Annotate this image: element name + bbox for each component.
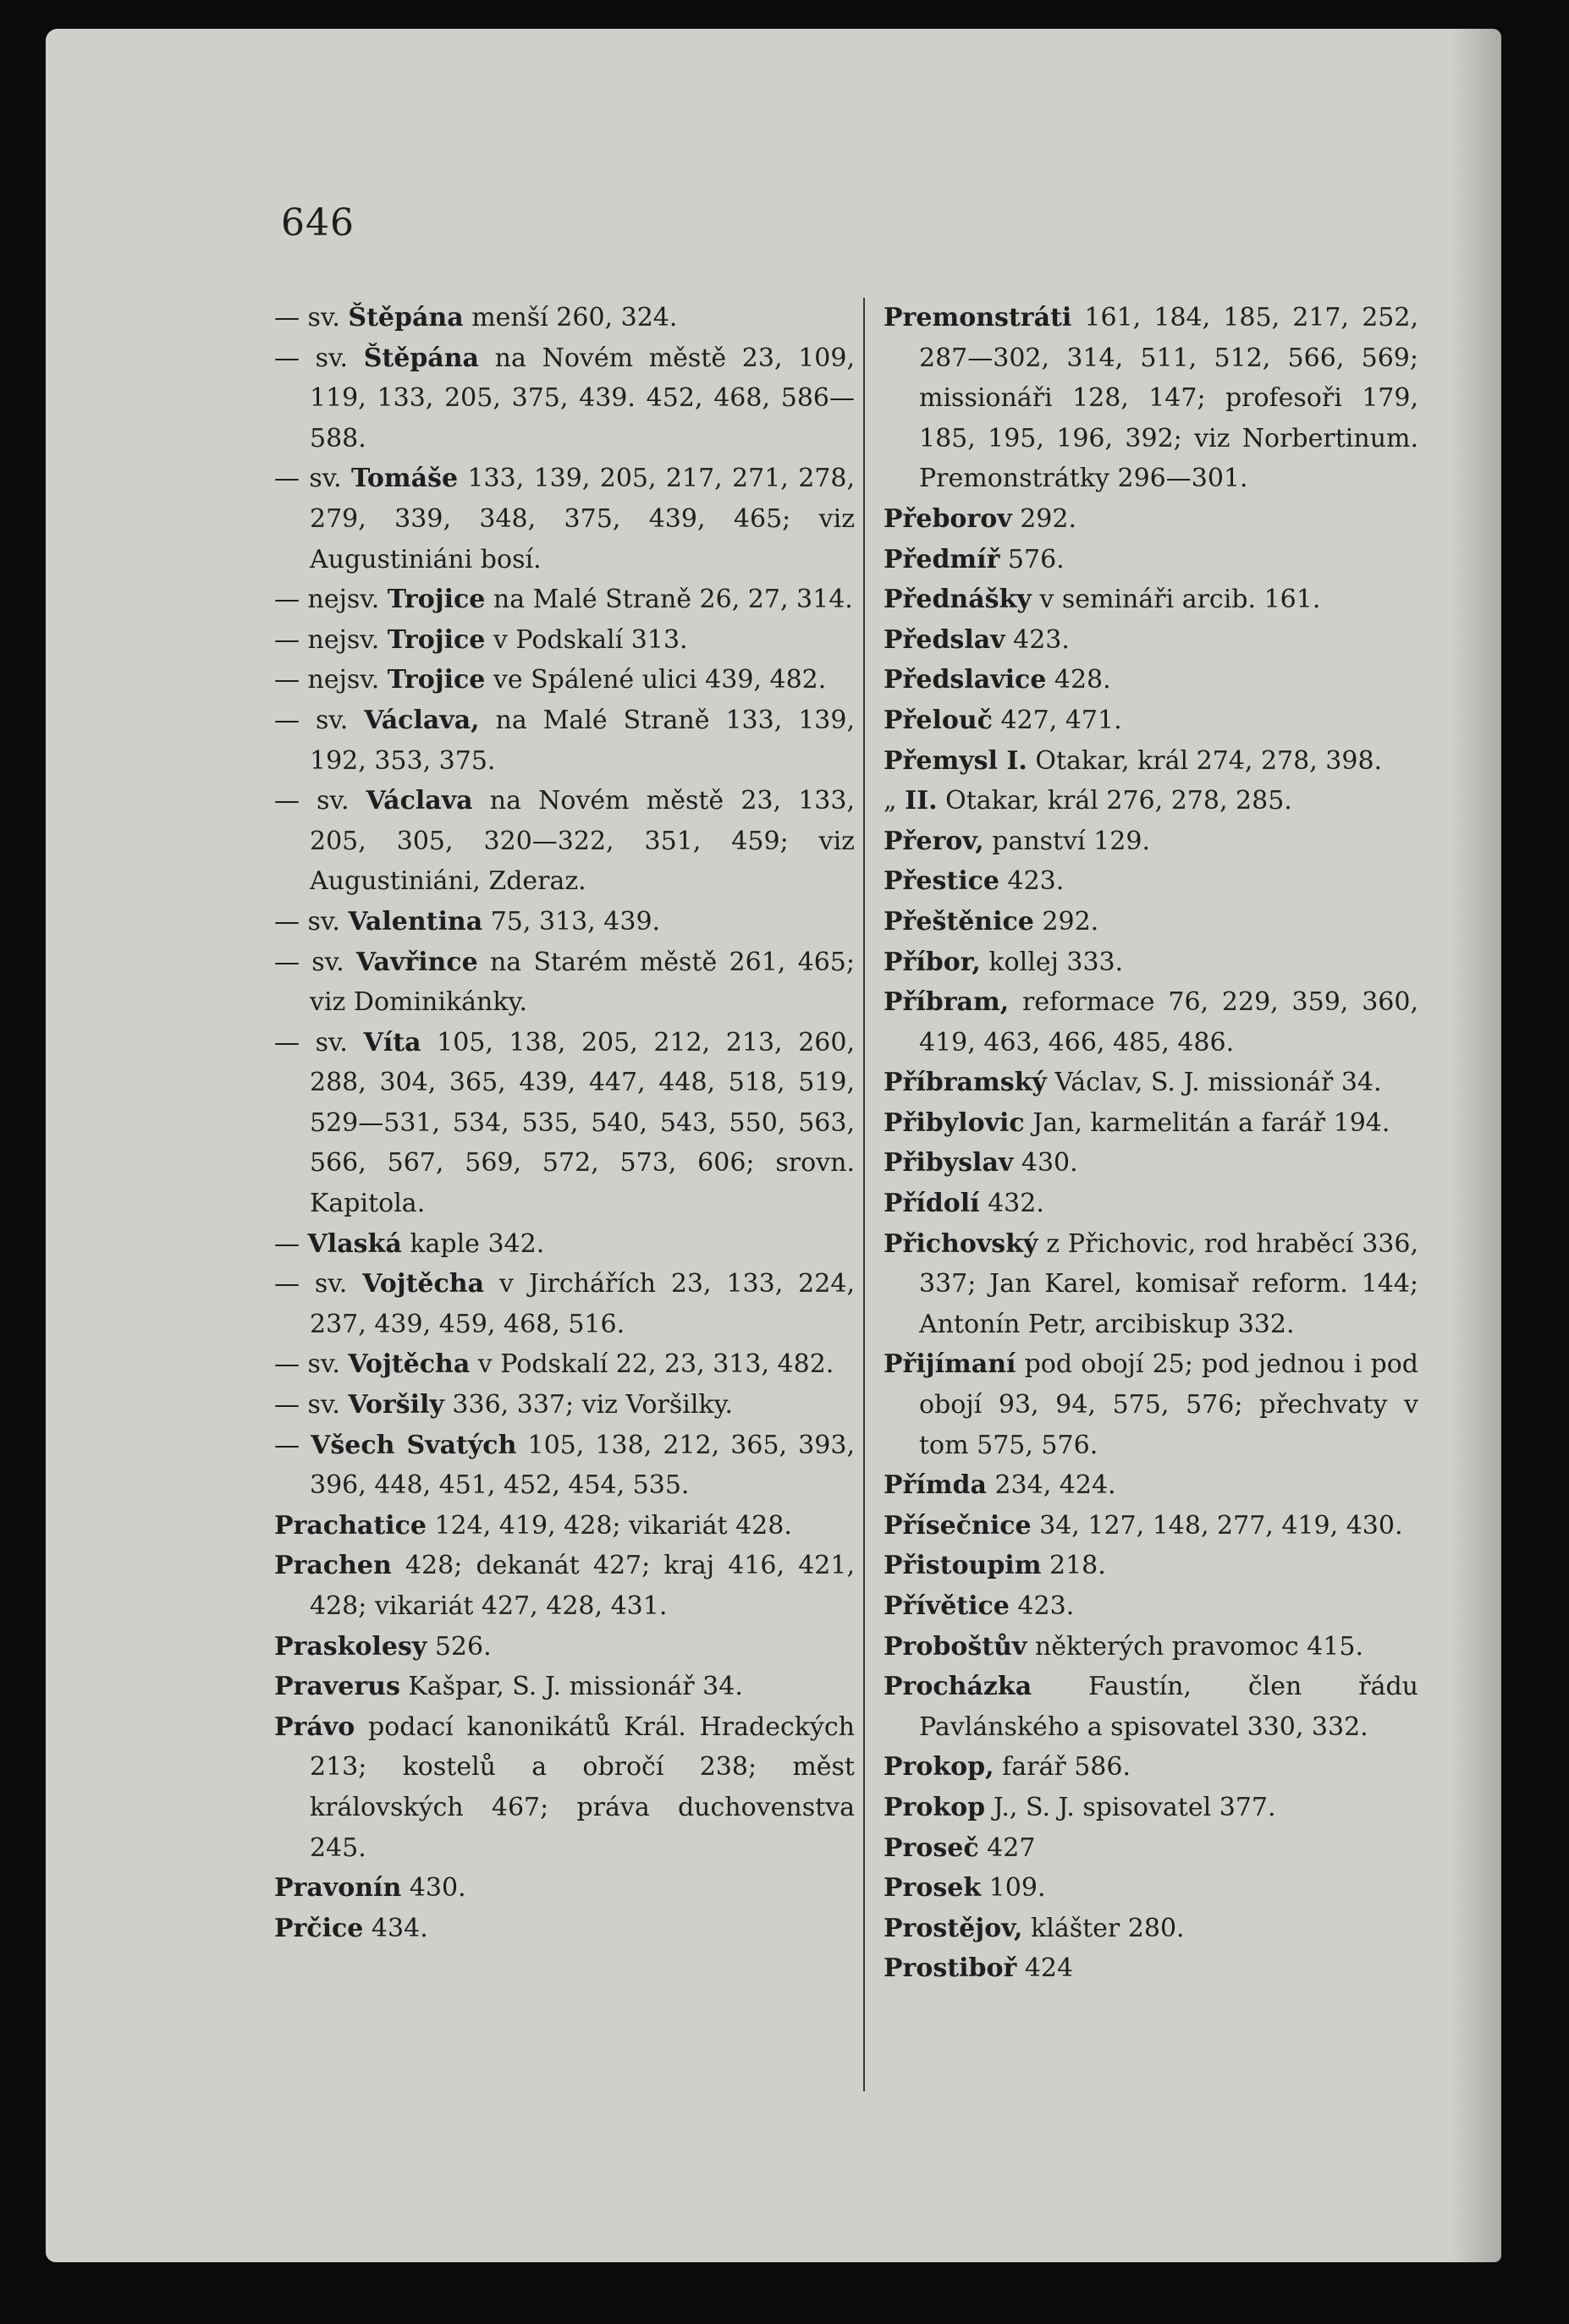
entry-references: 161, 184, 185, 217, 252, 287—302, 314, 511, 512, 566, 569; missionáři 128, 147; profesoři 179, 185, 195, 196, 392; viz Norbertinum. Premonstrátky 296—301.	[919, 303, 1418, 494]
entry-headword: Přídolí	[884, 1189, 980, 1219]
entry-headword: Trojice	[387, 665, 486, 695]
entry-headword: Přibyslav	[884, 1148, 1014, 1178]
entry-references: podací kanonikátů Král. Hradeckých 213; kostelů a obročí 238; měst královských 467; práva duchovenstva 245.	[310, 1711, 855, 1863]
entry-references: některých pravomoc 415.	[1027, 1631, 1363, 1662]
entry-headword: Příbram,	[884, 987, 1010, 1018]
entry-headword: Předslavice	[884, 665, 1047, 695]
entry-references: v Jirchářích 23, 133, 224, 237, 439, 459, 468, 516.	[310, 1269, 855, 1339]
entry-headword: Proboštův	[884, 1631, 1027, 1662]
entry-headword: Víta	[363, 1027, 421, 1058]
entry-references: J., S. J. spisovatel 377.	[985, 1792, 1276, 1822]
entry-prefix: — sv.	[274, 464, 352, 494]
entry-headword: Trojice	[387, 585, 486, 615]
entry-references: 292.	[1033, 906, 1099, 937]
index-entry	[274, 620, 855, 661]
index-entry	[884, 1788, 1418, 1828]
entry-references: panství 129.	[983, 826, 1150, 856]
index-entry	[274, 1426, 855, 1506]
entry-headword: Prokop	[884, 1792, 986, 1822]
entry-references: 336, 337; viz Voršilky.	[443, 1390, 734, 1420]
index-entry	[274, 1344, 855, 1385]
entry-headword: Přestice	[884, 866, 999, 897]
entry-headword: Vojtěcha	[348, 1349, 471, 1380]
entry-headword: Přichovský	[884, 1228, 1038, 1259]
entry-references: na Novém městě 23, 109, 119, 133, 205, 375, 439. 452, 468, 586—588.	[310, 343, 855, 453]
entry-headword: Příbramský	[884, 1068, 1047, 1098]
index-entry	[884, 1103, 1418, 1144]
entry-headword: Přeborov	[884, 503, 1012, 534]
index-entry	[884, 700, 1418, 741]
entry-prefix: — nejsv.	[274, 585, 388, 615]
entry-references: 109.	[981, 1873, 1046, 1904]
index-entry	[884, 821, 1418, 862]
index-entry	[884, 540, 1418, 580]
index-entry	[274, 1385, 855, 1426]
index-entry	[274, 700, 855, 781]
entry-headword: Prostiboř	[884, 1953, 1017, 1984]
entry-headword: Trojice	[387, 624, 486, 655]
entry-references: v semináři arcib. 161.	[1031, 585, 1321, 615]
entry-headword: Praskolesy	[274, 1631, 427, 1662]
index-entry	[884, 1948, 1418, 1989]
index-entry	[884, 1063, 1418, 1103]
entry-prefix: —	[274, 1430, 311, 1460]
index-entry	[274, 580, 855, 620]
entry-headword: Přísečnice	[884, 1510, 1032, 1541]
entry-references: 75, 313, 439.	[482, 906, 661, 937]
entry-references: 430.	[1013, 1148, 1078, 1178]
entry-references: menší 260, 324.	[463, 303, 678, 332]
entry-prefix: — sv.	[274, 303, 349, 332]
entry-headword: Právo	[274, 1711, 355, 1742]
index-entry	[884, 620, 1418, 661]
entry-references: na Starém městě 261, 465; viz Dominikánky.	[310, 947, 855, 1018]
entry-references: 576.	[999, 544, 1065, 574]
entry-headword: Voršily	[348, 1390, 444, 1420]
entry-references: z Přichovic, rod hraběcí 336, 337; Jan Karel, komisař reform. 144; Antonín Petr, arcibiskup 332.	[919, 1228, 1418, 1339]
index-entry	[274, 1023, 855, 1224]
entry-headword: Štěpána	[348, 303, 464, 332]
entry-headword: Prachatice	[274, 1510, 427, 1541]
index-entry	[884, 1828, 1418, 1869]
entry-references: 430.	[401, 1873, 466, 1904]
entry-headword: Prosek	[884, 1873, 982, 1904]
index-entry	[884, 1224, 1418, 1345]
entry-headword: Přednášky	[884, 585, 1032, 615]
index-entry	[274, 1909, 855, 1949]
index-entry	[884, 1143, 1418, 1184]
entry-headword: Přemysl I.	[884, 745, 1027, 776]
entry-references: 218.	[1041, 1551, 1106, 1581]
entry-headword: Štěpána	[363, 343, 479, 373]
index-entry	[274, 1667, 855, 1707]
entry-references: kollej 333.	[980, 947, 1124, 977]
entry-headword: Přistoupim	[884, 1551, 1042, 1581]
entry-references: 234, 424.	[986, 1470, 1116, 1501]
index-entry	[884, 1506, 1418, 1547]
entry-headword: Přímda	[884, 1470, 987, 1501]
entry-references: 423.	[999, 866, 1065, 897]
entry-references: 427	[978, 1832, 1036, 1863]
entry-prefix: — sv.	[274, 1027, 364, 1058]
entry-headword: Vavřince	[355, 947, 478, 977]
entry-references: 526.	[427, 1631, 492, 1662]
index-entry	[884, 902, 1418, 942]
book-page	[46, 29, 1501, 2262]
entry-references: Otakar, král 276, 278, 285.	[937, 786, 1292, 816]
entry-references: v Podskalí 22, 23, 313, 482.	[470, 1349, 834, 1380]
index-entry	[884, 861, 1418, 902]
index-entry	[274, 1707, 855, 1868]
entry-references: reformace 76, 229, 359, 360, 419, 463, 466, 485, 486.	[919, 987, 1418, 1058]
entry-references: 105, 138, 205, 212, 213, 260, 288, 304, 365, 439, 447, 448, 518, 519, 529—531, 534, 535, 540, 543, 550, 563, 566, 567, 569, 572, 573, 606; srovn. Kapitola.	[310, 1027, 855, 1219]
entry-references: klášter 280.	[1022, 1913, 1185, 1943]
index-entry	[274, 902, 855, 942]
index-entry	[884, 1465, 1418, 1506]
index-entry	[884, 1747, 1418, 1788]
entry-references: Jan, karmelitán a farář 194.	[1024, 1107, 1390, 1138]
entry-references: 434.	[363, 1913, 428, 1943]
index-column-left	[274, 298, 855, 1948]
entry-references: 292.	[1011, 503, 1077, 534]
entry-references: Václav, S. J. missionář 34.	[1046, 1068, 1382, 1098]
entry-references: na Malé Straně 26, 27, 314.	[485, 585, 853, 615]
entry-headword: Přívětice	[884, 1591, 1010, 1621]
entry-headword: Prčice	[274, 1913, 364, 1943]
entry-headword: Předmíř	[884, 544, 1000, 574]
entry-references: farář 586.	[994, 1752, 1131, 1783]
entry-headword: Prostějov,	[884, 1913, 1023, 1943]
entry-headword: Proseč	[884, 1832, 979, 1863]
entry-headword: Všech Svatých	[311, 1430, 517, 1460]
column-divider	[863, 298, 865, 2091]
entry-prefix: — sv.	[274, 705, 365, 735]
entry-prefix: — sv.	[274, 786, 366, 816]
entry-headword: II.	[905, 786, 938, 816]
entry-headword: Procházka	[884, 1672, 1032, 1702]
index-entry	[884, 580, 1418, 620]
entry-references: 432.	[979, 1189, 1044, 1219]
entry-references: pod obojí 25; pod jednou i pod obojí 93, 94, 575, 576; přechvaty v tom 575, 576.	[919, 1349, 1418, 1460]
index-column-right	[884, 298, 1418, 1989]
entry-references: 124, 419, 428; vikariát 428.	[426, 1510, 792, 1541]
index-entry	[884, 1627, 1418, 1667]
entry-headword: Přelouč	[884, 705, 993, 735]
entry-references: 105, 138, 212, 365, 393, 396, 448, 451, 452, 454, 535.	[310, 1430, 855, 1501]
entry-references: na Malé Straně 133, 139, 192, 353, 375.	[310, 705, 855, 776]
entry-prefix: — sv.	[274, 1269, 363, 1299]
index-entry	[884, 1586, 1418, 1627]
page-number: 646	[281, 201, 355, 244]
index-entry	[274, 1506, 855, 1547]
entry-references: na Novém městě 23, 133, 205, 305, 320—322, 351, 459; viz Augustiniáni, Zderaz.	[310, 786, 855, 897]
entry-headword: Václava	[366, 786, 473, 816]
entry-references: Faustín, člen řádu Pavlánského a spisovatel 330, 332.	[919, 1672, 1418, 1742]
entry-prefix: —	[274, 1228, 308, 1259]
entry-references: 428; dekanát 427; kraj 416, 421, 428; vikariát 427, 428, 431.	[310, 1551, 855, 1621]
entry-references: 428.	[1046, 665, 1111, 695]
entry-headword: Václava,	[364, 705, 480, 735]
index-entry	[274, 1224, 855, 1265]
entry-headword: Předslav	[884, 624, 1005, 655]
entry-headword: Praverus	[274, 1672, 400, 1702]
entry-references: 133, 139, 205, 217, 271, 278, 279, 339, 348, 375, 439, 465; viz Augustiniáni bosí.	[310, 464, 855, 574]
entry-prefix: — sv.	[274, 1349, 349, 1380]
entry-headword: Přibylovic	[884, 1107, 1025, 1138]
index-entry	[274, 1868, 855, 1909]
entry-prefix: — sv.	[274, 906, 349, 937]
entry-headword: Příbor,	[884, 947, 981, 977]
entry-headword: Prokop,	[884, 1752, 994, 1783]
index-entry	[274, 1627, 855, 1667]
index-entry	[274, 781, 855, 902]
index-entry	[274, 1264, 855, 1344]
index-entry	[274, 298, 855, 338]
index-entry	[884, 942, 1418, 983]
index-entry	[274, 459, 855, 580]
index-entry	[274, 1546, 855, 1626]
index-entry	[884, 1344, 1418, 1465]
entry-prefix: — sv.	[274, 343, 364, 373]
index-entry	[274, 338, 855, 459]
index-entry	[884, 741, 1418, 782]
entry-headword: Vojtěcha	[362, 1269, 485, 1299]
entry-prefix: „	[884, 786, 906, 816]
entry-headword: Přerov,	[884, 826, 984, 856]
entry-references: kaple 342.	[401, 1228, 545, 1259]
entry-references: ve Spálené ulici 439, 482.	[485, 665, 827, 695]
entry-headword: Valentina	[348, 906, 483, 937]
index-entry	[884, 1184, 1418, 1224]
entry-references: 423.	[1005, 624, 1070, 655]
index-entry	[884, 660, 1418, 700]
entry-references: Otakar, král 274, 278, 398.	[1027, 745, 1383, 776]
entry-references: 423.	[1009, 1591, 1075, 1621]
index-entry	[884, 1909, 1418, 1949]
index-entry	[884, 1868, 1418, 1909]
entry-references: 424	[1016, 1953, 1074, 1984]
entry-headword: Premonstráti	[884, 303, 1072, 332]
index-entry	[884, 1546, 1418, 1586]
index-entry	[274, 660, 855, 700]
entry-prefix: — nejsv.	[274, 665, 388, 695]
entry-headword: Prachen	[274, 1551, 392, 1581]
index-entry	[884, 298, 1418, 499]
entry-headword: Přijímaní	[884, 1349, 1016, 1380]
entry-references: v Podskalí 313.	[485, 624, 688, 655]
entry-prefix: — sv.	[274, 1390, 349, 1420]
entry-headword: Přeštěnice	[884, 906, 1034, 937]
index-entry	[884, 499, 1418, 540]
entry-references: 34, 127, 148, 277, 419, 430.	[1031, 1510, 1403, 1541]
entry-references: 427, 471.	[992, 705, 1122, 735]
page-edge-shadow	[1451, 29, 1501, 2262]
index-entry	[884, 1667, 1418, 1747]
entry-headword: Vlaská	[307, 1228, 402, 1259]
entry-references: Kašpar, S. J. missionář 34.	[399, 1672, 743, 1702]
entry-headword: Tomáše	[351, 464, 459, 494]
index-entry	[274, 942, 855, 1023]
entry-headword: Pravonín	[274, 1873, 402, 1904]
index-entry	[884, 982, 1418, 1063]
index-entry	[884, 781, 1418, 821]
entry-prefix: — sv.	[274, 947, 356, 977]
entry-prefix: — nejsv.	[274, 624, 388, 655]
